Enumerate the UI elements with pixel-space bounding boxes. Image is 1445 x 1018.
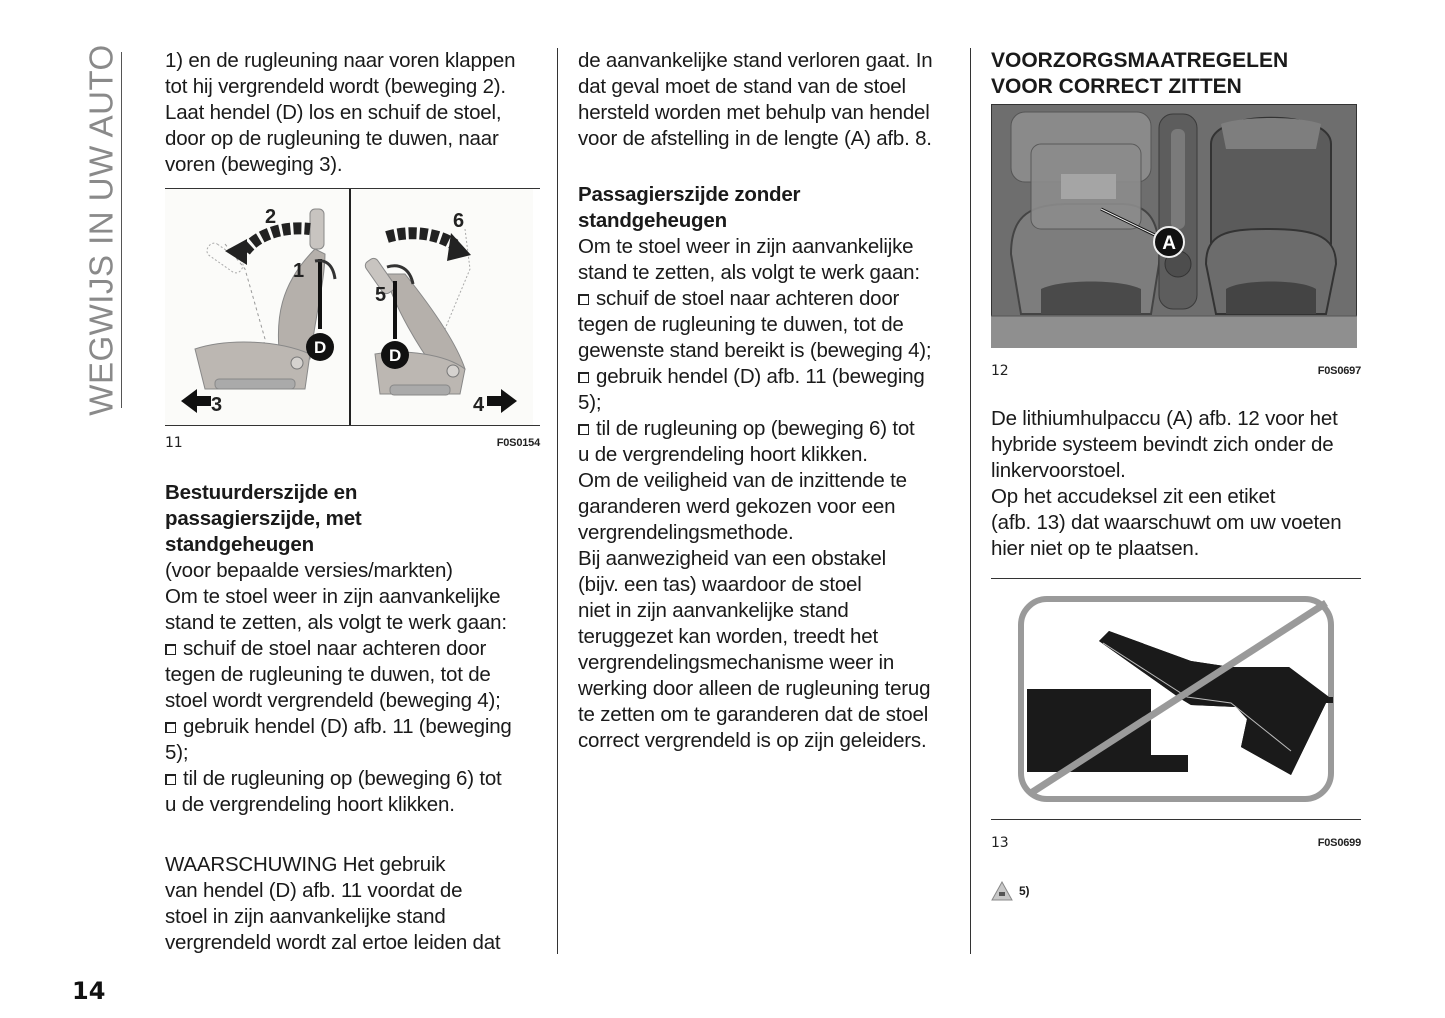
bullet-item: schuif de stoel naar achteren door — [578, 286, 958, 312]
callout-a-label: A — [1162, 233, 1176, 254]
figure-code: F0S0697 — [1317, 365, 1361, 377]
column-divider-2 — [970, 48, 971, 954]
bullet-item: schuif de stoel naar achteren door — [165, 636, 540, 662]
figure-11 — [165, 188, 540, 456]
section-note: (voor bepaalde versies/markten) — [165, 559, 453, 582]
side-title-rule — [121, 52, 122, 408]
text-line: niet in zijn aanvankelijke stand — [578, 599, 849, 622]
text-line: linkervoorstoel. — [991, 459, 1126, 482]
column-3 — [991, 48, 1361, 904]
text-line: (bijv. een tas) waardoor de stoel — [578, 573, 862, 596]
checkbox-bullet-icon — [165, 644, 176, 655]
text-line: door op de rugleuning te duwen, naar — [165, 127, 499, 150]
figure-code: F0S0154 — [496, 437, 540, 449]
battery-location-photo — [991, 104, 1357, 348]
movement-label-3: 3 — [211, 394, 222, 416]
text-line: (afb. 13) dat waarschuwt om uw voeten — [991, 511, 1342, 534]
figure-code: F0S0699 — [1317, 837, 1361, 849]
no-feet-warning-label — [991, 579, 1359, 819]
text-line: werking door alleen de rugleuning terug — [578, 677, 931, 700]
warning-text: van hendel (D) afb. 11 voordat de — [165, 879, 463, 902]
text-line: teruggezet kan worden, treedt het — [578, 625, 878, 648]
bullet-item: gebruik hendel (D) afb. 11 (beweging — [165, 714, 540, 740]
side-title-text: WEGWIJS IN UW AUTO — [83, 44, 121, 416]
right-seat — [1206, 118, 1336, 314]
figure-13 — [991, 578, 1361, 856]
figure-caption — [991, 830, 1361, 856]
checkbox-bullet-icon — [578, 294, 589, 305]
text-line: Om te stoel weer in zijn aanvankelijke — [165, 585, 501, 608]
text-line: vergrendelingsmechanisme weer in — [578, 651, 895, 674]
figure-bottom-rule — [165, 425, 540, 426]
text-line: gewenste stand bereikt is (beweging 4); — [578, 339, 932, 362]
text-line: Om de veiligheid van de inzittende te — [578, 469, 907, 492]
text-line: De lithiumhulpaccu (A) afb. 12 voor het — [991, 407, 1338, 430]
text-line: 5); — [578, 391, 602, 414]
checkbox-bullet-icon — [578, 372, 589, 383]
movement-label-5: 5 — [375, 284, 386, 306]
warning-text: WAARSCHUWING Het gebruik — [165, 853, 446, 876]
text-line: stand te zetten, als volgt te werk gaan: — [165, 611, 507, 634]
checkbox-bullet-icon — [165, 722, 176, 733]
text-line: tegen de rugleuning te duwen, tot de — [165, 663, 491, 686]
text-line: hersteld worden met behulp van hendel — [578, 101, 930, 124]
text-line: u de vergrendeling hoort klikken. — [165, 793, 455, 816]
bullet-item: gebruik hendel (D) afb. 11 (beweging — [578, 364, 958, 390]
text-line: te zetten om te garanderen dat de stoel — [578, 703, 929, 726]
figure-number: 12 — [991, 363, 1009, 379]
section-heading: standgeheugen — [578, 209, 727, 232]
text-line: de aanvankelijke stand verloren gaat. In — [578, 49, 933, 72]
checkbox-bullet-icon — [578, 424, 589, 435]
bullet-item: til de rugleuning op (beweging 6) tot — [578, 416, 958, 442]
section-heading: Passagierszijde zonder — [578, 183, 801, 206]
warning-triangle-icon — [991, 881, 1013, 901]
lever-label-d-right: D — [388, 346, 402, 365]
bullet-item: til de rugleuning op (beweging 6) tot — [165, 766, 540, 792]
text-line: tegen de rugleuning te duwen, tot de — [578, 313, 904, 336]
warning-text: vergrendeld wordt zal ertoe leiden dat — [165, 931, 501, 954]
text-line: vergrendelingsmethode. — [578, 521, 794, 544]
warning-reference — [991, 878, 1361, 904]
figure-caption — [165, 430, 540, 456]
left-seat — [1011, 112, 1159, 314]
text-line: Bij aanwezigheid van een obstakel — [578, 547, 886, 570]
text-line: u de vergrendeling hoort klikken. — [578, 443, 868, 466]
lever-label-d-left: D — [313, 338, 327, 357]
text-line: dat geval moet de stand van de stoel — [578, 75, 906, 98]
text-line: stand te zetten, als volgt te werk gaan: — [578, 261, 920, 284]
page-number: 14 — [72, 977, 106, 1005]
text-line: Op het accudeksel zit een etiket — [991, 485, 1276, 508]
column-2 — [578, 48, 958, 754]
section-heading: standgeheugen — [165, 533, 314, 556]
text-line: stoel wordt vergrendeld (beweging 4); — [165, 689, 501, 712]
figure-12 — [991, 104, 1361, 384]
movement-label-4: 4 — [473, 394, 484, 416]
figure-bottom-rule — [991, 819, 1361, 820]
figure-number: 11 — [165, 435, 183, 451]
text-line: tot hij vergrendeld wordt (beweging 2). — [165, 75, 506, 98]
section-heading: passagierszijde, met — [165, 507, 362, 530]
text-line: garanderen werd gekozen voor een — [578, 495, 896, 518]
seat-adjustment-illustration — [165, 189, 533, 425]
text-line: 1) en de rugleuning naar voren klappen — [165, 49, 516, 72]
text-line: 5); — [165, 741, 189, 764]
text-line: voren (beweging 3). — [165, 153, 343, 176]
text-line: hier niet op te plaatsen. — [991, 537, 1200, 560]
text-line: Om te stoel weer in zijn aanvankelijke — [578, 235, 914, 258]
movement-label-6: 6 — [453, 210, 464, 232]
column-divider-1 — [557, 48, 558, 954]
text-line: hybride systeem bevindt zich onder de — [991, 433, 1334, 456]
warning-text: stoel in zijn aanvankelijke stand — [165, 905, 446, 928]
figure-caption — [991, 358, 1361, 384]
figure-number: 13 — [991, 835, 1009, 851]
chapter-heading: VOORZORGSMAATREGELEN — [991, 49, 1289, 72]
section-heading: Bestuurderszijde en — [165, 481, 358, 504]
column-1 — [165, 48, 540, 956]
chapter-heading: VOOR CORRECT ZITTEN — [991, 75, 1242, 98]
text-line: correct vergrendeld is op zijn geleiders. — [578, 729, 927, 752]
checkbox-bullet-icon — [165, 774, 176, 785]
section-side-title — [83, 44, 121, 416]
movement-label-1: 1 — [293, 260, 304, 282]
warning-reference-number: 5) — [1019, 884, 1030, 898]
movement-label-2: 2 — [265, 206, 276, 228]
text-line: voor de afstelling in de lengte (A) afb. 8. — [578, 127, 932, 150]
text-line: Laat hendel (D) los en schuif de stoel, — [165, 101, 502, 124]
